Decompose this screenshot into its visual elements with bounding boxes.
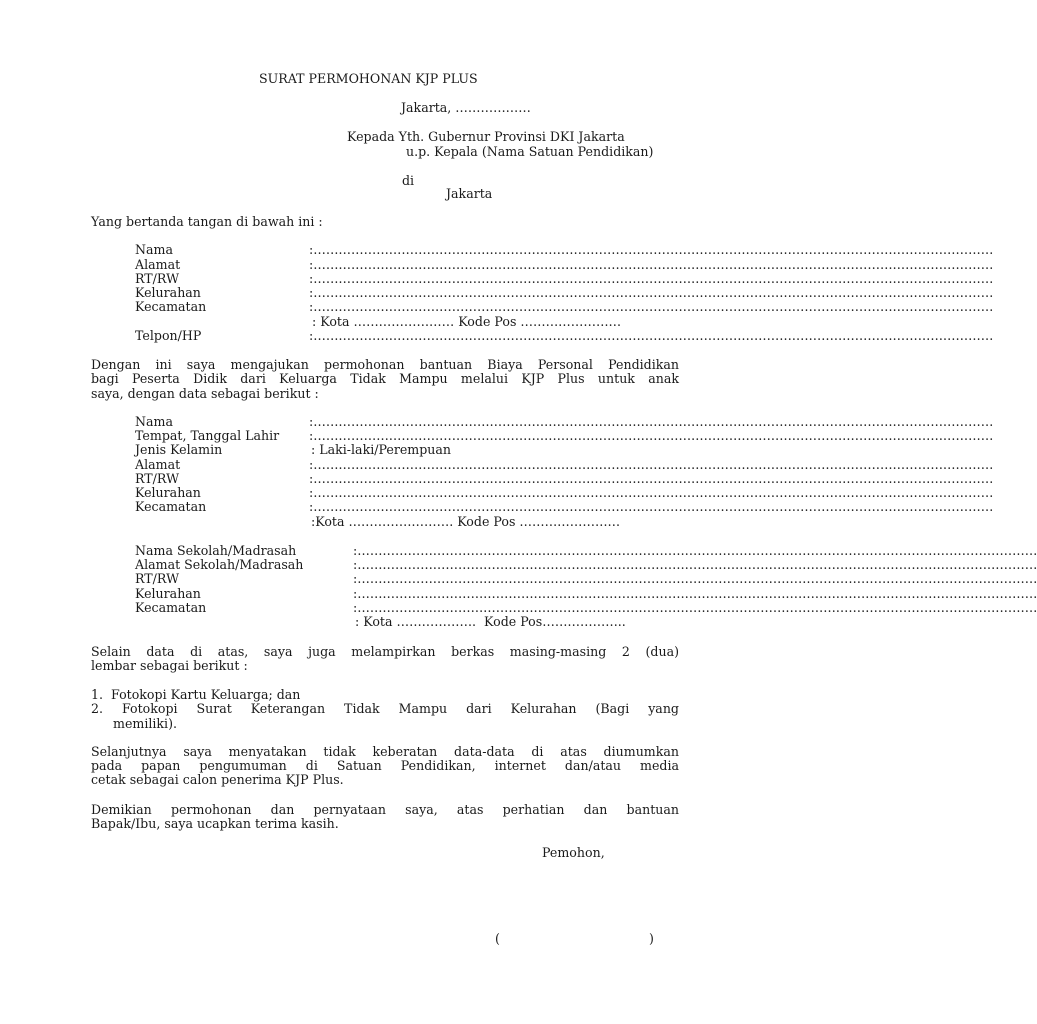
applicant-alamat-field: :………………………………………………………………………………………………………………………………………………: [309, 257, 994, 272]
student-alamat-field: :………………………………………………………………………………………………………………………………………………: [309, 457, 994, 472]
student-rtrw-label: RT/RW: [135, 471, 180, 486]
attachment-item-1: 1. Fotokopi Kartu Keluarga; dan: [91, 687, 301, 702]
student-kecamatan-label: Kecamatan: [135, 499, 207, 514]
recipient-line-2: u.p. Kepala (Nama Satuan Pendidikan): [406, 144, 654, 159]
student-kelurahan-label: Kelurahan: [135, 485, 201, 500]
place-date: Jakarta, ………………: [401, 100, 531, 115]
document-title: SURAT PERMOHONAN KJP PLUS: [259, 71, 478, 86]
student-jenis-kelamin-value: : Laki-laki/Perempuan: [311, 442, 452, 457]
school-alamat-label: Alamat Sekolah/Madrasah: [135, 557, 304, 572]
school-rtrw-field: :………………………………………………………………………………………………………………………………………………: [353, 571, 1037, 586]
attachments-intro-line-1: Selain data di atas, saya juga melampirkan berkas masing-masing 2 (dua): [91, 644, 679, 659]
attachment-item-2-line-1: 2. Fotokopi Surat Keterangan Tidak Mampu dari Kelurahan (Bagi yang: [91, 701, 679, 716]
school-alamat-field: :………………………………………………………………………………………………………………………………………………: [353, 557, 1037, 572]
statement-line-3: cetak sebagai calon penerima KJP Plus.: [91, 772, 344, 787]
recipient-city: Jakarta: [446, 186, 493, 201]
applicant-telpon-label: Telpon/HP: [135, 328, 202, 343]
attachment-item-2-line-2: memiliki).: [113, 716, 177, 731]
closing-line-1: Demikian permohonan dan pernyataan saya, atas perhatian dan bantuan: [91, 802, 679, 817]
signature-close-paren: ): [649, 931, 654, 946]
applicant-alamat-label: Alamat: [135, 257, 181, 272]
student-nama-field: :………………………………………………………………………………………………………………………………………………: [309, 414, 994, 429]
school-rtrw-label: RT/RW: [135, 571, 180, 586]
school-kelurahan-label: Kelurahan: [135, 586, 201, 601]
applicant-nama-label: Nama: [135, 242, 173, 257]
student-nama-label: Nama: [135, 414, 173, 429]
opening-line: Yang bertanda tangan di bawah ini :: [91, 214, 323, 229]
student-jenis-kelamin-label: Jenis Kelamin: [135, 442, 223, 457]
applicant-kota-kodepos: : Kota …………………… Kode Pos ……………………: [312, 314, 622, 329]
signature-label: Pemohon,: [542, 845, 605, 860]
school-kota-kodepos: : Kota ………………. Kode Pos………………..: [355, 614, 626, 629]
applicant-kecamatan-field: :………………………………………………………………………………………………………………………………………………: [309, 299, 994, 314]
request-paragraph-line-3: saya, dengan data sebagai berikut :: [91, 386, 319, 401]
attachments-intro-line-2: lembar sebagai berikut :: [91, 658, 248, 673]
school-kecamatan-label: Kecamatan: [135, 600, 207, 615]
school-nama-field: :………………………………………………………………………………………………………………………………………………: [353, 543, 1037, 558]
student-kecamatan-field: :………………………………………………………………………………………………………………………………………………: [309, 499, 994, 514]
school-kecamatan-field: :………………………………………………………………………………………………………………………………………………: [353, 600, 1037, 615]
applicant-kelurahan-label: Kelurahan: [135, 285, 201, 300]
applicant-kecamatan-label: Kecamatan: [135, 299, 207, 314]
applicant-rtrw-field: :………………………………………………………………………………………………………………………………………………: [309, 271, 994, 286]
school-nama-label: Nama Sekolah/Madrasah: [135, 543, 297, 558]
applicant-nama-field: :………………………………………………………………………………………………………………………………………………: [309, 242, 994, 257]
student-rtrw-field: :………………………………………………………………………………………………………………………………………………: [309, 471, 994, 486]
request-paragraph-line-1: Dengan ini saya mengajukan permohonan bantuan Biaya Personal Pendidikan: [91, 357, 679, 372]
recipient-line-1: Kepada Yth. Gubernur Provinsi DKI Jakarta: [347, 129, 625, 144]
signature-open-paren: (: [495, 931, 500, 946]
applicant-rtrw-label: RT/RW: [135, 271, 180, 286]
student-kelurahan-field: :………………………………………………………………………………………………………………………………………………: [309, 485, 994, 500]
student-ttl-field: :………………………………………………………………………………………………………………………………………………: [309, 428, 994, 443]
applicant-telpon-field: :………………………………………………………………………………………………………………………………………………: [309, 328, 994, 343]
applicant-kelurahan-field: :………………………………………………………………………………………………………………………………………………: [309, 285, 994, 300]
recipient-di: di: [402, 173, 415, 188]
closing-line-2: Bapak/Ibu, saya ucapkan terima kasih.: [91, 816, 339, 831]
request-paragraph-line-2: bagi Peserta Didik dari Keluarga Tidak Mampu melalui KJP Plus untuk anak: [91, 371, 679, 386]
student-ttl-label: Tempat, Tanggal Lahir: [135, 428, 280, 443]
statement-line-2: pada papan pengumuman di Satuan Pendidikan, internet dan/atau media: [91, 758, 679, 773]
statement-line-1: Selanjutnya saya menyatakan tidak keberatan data-data di atas diumumkan: [91, 744, 679, 759]
school-kelurahan-field: :………………………………………………………………………………………………………………………………………………: [353, 586, 1037, 601]
student-kota-kodepos: :Kota ……………………. Kode Pos ……………………: [311, 514, 621, 529]
student-alamat-label: Alamat: [135, 457, 181, 472]
